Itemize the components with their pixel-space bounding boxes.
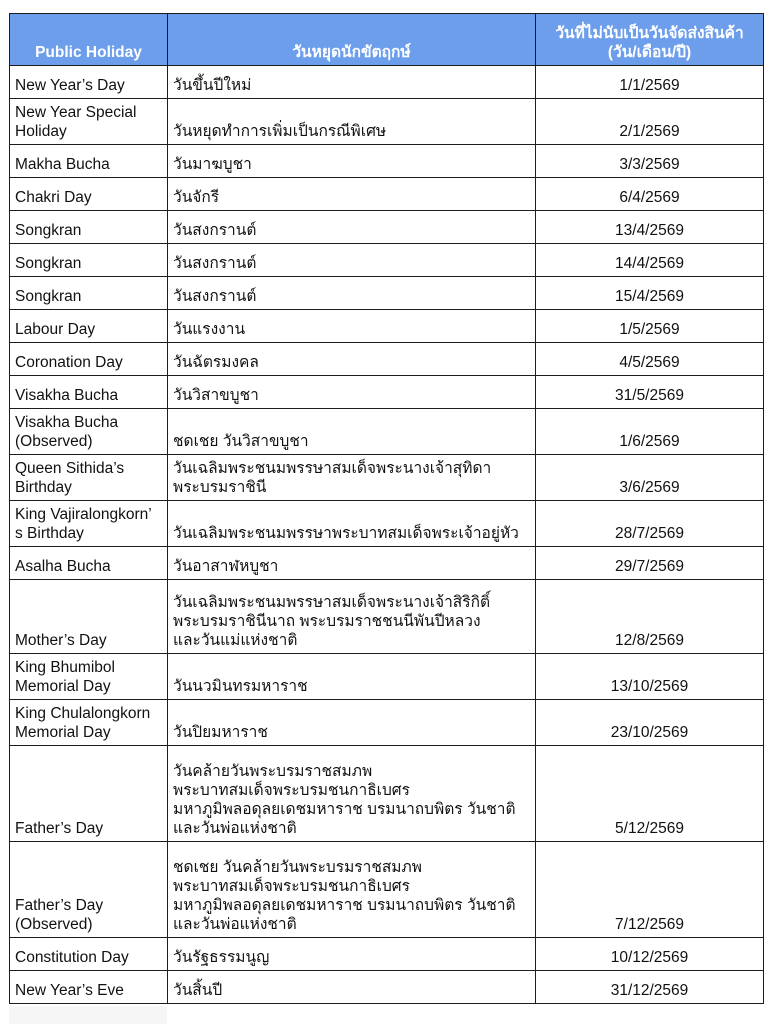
holiday-thai-name: [168, 842, 536, 938]
holiday-thai-name-line: วันสงกรานต์: [173, 222, 257, 239]
footer-gray-block: [9, 1006, 167, 1024]
holiday-english-name: [10, 501, 168, 547]
table-row: [10, 746, 764, 842]
holiday-date: 14/4/2569: [536, 244, 764, 277]
holiday-english-name: [10, 178, 168, 211]
holiday-english-name-line: King Chulalongkorn: [15, 705, 151, 722]
holiday-english-name-line: Memorial Day: [15, 724, 111, 741]
holiday-english-name-line: Visakha Bucha: [15, 414, 119, 431]
table-row: [10, 842, 764, 938]
holiday-english-name: [10, 842, 168, 938]
holiday-thai-name-line: วันฉัตรมงคล: [173, 354, 259, 371]
holiday-thai-name-line: วันสงกรานต์: [173, 288, 257, 305]
holiday-english-name: [10, 938, 168, 971]
holiday-date: 13/10/2569: [536, 654, 764, 700]
holiday-english-name-line: Songkran: [15, 255, 82, 272]
table-row: [10, 343, 764, 376]
holiday-date: 23/10/2569: [536, 700, 764, 746]
holiday-english-name: [10, 277, 168, 310]
holiday-thai-name-line: วันสิ้นปี: [173, 982, 223, 999]
holiday-english-name-line: Constitution Day: [15, 949, 129, 966]
holiday-thai-name: [168, 971, 536, 1004]
holiday-date: 29/7/2569: [536, 547, 764, 580]
table-row: [10, 178, 764, 211]
holiday-thai-name: [168, 700, 536, 746]
holiday-date: 7/12/2569: [536, 842, 764, 938]
holiday-date: 1/5/2569: [536, 310, 764, 343]
holiday-thai-name: [168, 547, 536, 580]
table-row: [10, 501, 764, 547]
holiday-thai-name: [168, 99, 536, 145]
holiday-thai-name-line: มหาภูมิพลอดุลยเดชมหาราช บรมนาถบพิตร วันชาติ: [173, 897, 516, 914]
holiday-english-name-line: Songkran: [15, 288, 82, 305]
holiday-thai-name-line: วันมาฆบูชา: [173, 156, 252, 173]
holiday-thai-name: [168, 501, 536, 547]
holiday-thai-name: [168, 310, 536, 343]
header-row: [10, 14, 764, 66]
holiday-english-name-line: Labour Day: [15, 321, 96, 338]
header-date-line1: วันที่ไม่นับเป็นวันจัดส่งสินค้า: [555, 25, 744, 42]
holiday-date: 4/5/2569: [536, 343, 764, 376]
holiday-thai-name-line: และวันแม่แห่งชาติ: [173, 632, 298, 649]
holiday-english-name: [10, 145, 168, 178]
holiday-date: 13/4/2569: [536, 211, 764, 244]
holiday-thai-name-line: วันนวมินทรมหาราช: [173, 678, 308, 695]
holiday-table: [9, 13, 764, 1004]
holiday-thai-name: [168, 746, 536, 842]
holiday-english-name-line: (Observed): [15, 433, 93, 450]
holiday-thai-name-line: วันเฉลิมพระชนมพรรษาสมเด็จพระนางเจ้าสุทิดา: [173, 460, 492, 477]
holiday-thai-name-line: พระบรมราชินีนาถ พระบรมราชชนนีพันปีหลวง: [173, 613, 481, 630]
header-public-holiday: Public Holiday: [10, 14, 168, 66]
header-non-delivery-date: [536, 14, 764, 66]
holiday-english-name-line: Songkran: [15, 222, 82, 239]
holiday-english-name: [10, 971, 168, 1004]
holiday-english-name-line: Father’s Day: [15, 897, 104, 914]
holiday-thai-name-line: วันเฉลิมพระชนมพรรษาพระบาทสมเด็จพระเจ้าอยู่หัว: [173, 525, 519, 542]
holiday-date: 6/4/2569: [536, 178, 764, 211]
holiday-thai-name-line: วันวิสาขบูชา: [173, 387, 259, 404]
holiday-date: 31/5/2569: [536, 376, 764, 409]
holiday-english-name-line: New Year’s Day: [15, 77, 125, 94]
holiday-english-name-line: Visakha Bucha: [15, 387, 119, 404]
holiday-thai-name-line: พระบรมราชินี: [173, 479, 267, 496]
holiday-english-name: [10, 99, 168, 145]
table-row: [10, 310, 764, 343]
holiday-english-name-line: New Year Special: [15, 104, 137, 121]
holiday-english-name-line: Coronation Day: [15, 354, 123, 371]
holiday-english-name-line: Memorial Day: [15, 678, 111, 695]
holiday-thai-name-line: และวันพ่อแห่งชาติ: [173, 916, 297, 933]
holiday-thai-name-line: วันขึ้นปีใหม่: [173, 77, 252, 94]
header-thai-holiday: วันหยุดนักขัตฤกษ์: [168, 14, 536, 66]
holiday-english-name: [10, 547, 168, 580]
holiday-thai-name: [168, 376, 536, 409]
table-row: [10, 409, 764, 455]
holiday-english-name-line: Father’s Day: [15, 820, 104, 837]
holiday-thai-name-line: วันรัฐธรรมนูญ: [173, 949, 270, 966]
holiday-thai-name-line: ชดเชย วันคล้ายวันพระบรมราชสมภพ: [173, 859, 422, 876]
table-row: [10, 145, 764, 178]
holiday-english-name-line: King Vajiralongkorn’: [15, 506, 152, 523]
holiday-thai-name: [168, 277, 536, 310]
header-date-line2: (วัน/เดือน/ปี): [607, 44, 692, 61]
holiday-thai-name: [168, 145, 536, 178]
holiday-english-name-line: Makha Bucha: [15, 156, 110, 173]
holiday-thai-name: [168, 343, 536, 376]
holiday-thai-name-line: วันแรงงาน: [173, 321, 246, 338]
holiday-english-name: [10, 455, 168, 501]
table-row: [10, 376, 764, 409]
holiday-english-name-line: Asalha Bucha: [15, 558, 111, 575]
holiday-thai-name-line: วันหยุดทำการเพิ่มเป็นกรณีพิเศษ: [173, 123, 387, 140]
table-row: [10, 211, 764, 244]
holiday-english-name: [10, 244, 168, 277]
holiday-thai-name: [168, 409, 536, 455]
holiday-english-name: [10, 343, 168, 376]
holiday-thai-name-line: และวันพ่อแห่งชาติ: [173, 820, 297, 837]
holiday-english-name-line: (Observed): [15, 916, 93, 933]
holiday-thai-name: [168, 178, 536, 211]
table-row: [10, 971, 764, 1004]
holiday-thai-name: [168, 211, 536, 244]
holiday-english-name-line: King Bhumibol: [15, 659, 115, 676]
holiday-thai-name-line: พระบาทสมเด็จพระบรมชนกาธิเบศร: [173, 782, 410, 799]
holiday-thai-name-line: ชดเชย วันวิสาขบูชา: [173, 433, 309, 450]
holiday-english-name-line: Chakri Day: [15, 189, 92, 206]
holiday-thai-name-line: วันอาสาฬหบูชา: [173, 558, 279, 575]
holiday-thai-name-line: วันปิยมหาราช: [173, 724, 268, 741]
holiday-english-name: [10, 211, 168, 244]
holiday-thai-name-line: วันจักรี: [173, 189, 220, 206]
table-row: [10, 547, 764, 580]
table-row: [10, 580, 764, 654]
holiday-thai-name-line: มหาภูมิพลอดุลยเดชมหาราช บรมนาถบพิตร วันชาติ: [173, 801, 516, 818]
holiday-english-name: [10, 580, 168, 654]
holiday-english-name-line: New Year’s Eve: [15, 982, 124, 999]
holiday-english-name-line: Queen Sithida’s: [15, 460, 125, 477]
holiday-english-name-line: Holiday: [15, 123, 67, 140]
holiday-thai-name: [168, 455, 536, 501]
holiday-thai-name: [168, 66, 536, 99]
holiday-date: 1/6/2569: [536, 409, 764, 455]
table-row: [10, 99, 764, 145]
holiday-english-name: [10, 409, 168, 455]
holiday-date: 31/12/2569: [536, 971, 764, 1004]
holiday-date: 12/8/2569: [536, 580, 764, 654]
holiday-thai-name: [168, 580, 536, 654]
holiday-thai-name-line: พระบาทสมเด็จพระบรมชนกาธิเบศร: [173, 878, 410, 895]
holiday-english-name: [10, 700, 168, 746]
table-row: [10, 277, 764, 310]
holiday-date: 15/4/2569: [536, 277, 764, 310]
holiday-date: 10/12/2569: [536, 938, 764, 971]
holiday-date: 28/7/2569: [536, 501, 764, 547]
holiday-thai-name-line: วันเฉลิมพระชนมพรรษาสมเด็จพระนางเจ้าสิริกิติ์: [173, 594, 491, 611]
holiday-thai-name: [168, 654, 536, 700]
holiday-english-name: [10, 66, 168, 99]
holiday-thai-name: [168, 938, 536, 971]
table-row: [10, 654, 764, 700]
holiday-english-name: [10, 746, 168, 842]
holiday-date: 3/3/2569: [536, 145, 764, 178]
holiday-english-name: [10, 376, 168, 409]
holiday-english-name: [10, 654, 168, 700]
holiday-thai-name-line: วันสงกรานต์: [173, 255, 257, 272]
holiday-english-name-line: s Birthday: [15, 525, 84, 542]
table-row: [10, 455, 764, 501]
table-row: [10, 244, 764, 277]
holiday-english-name: [10, 310, 168, 343]
table-row: [10, 700, 764, 746]
holiday-thai-name-line: วันคล้ายวันพระบรมราชสมภพ: [173, 763, 373, 780]
holiday-date: 3/6/2569: [536, 455, 764, 501]
holiday-english-name-line: Birthday: [15, 479, 72, 496]
holiday-date: 5/12/2569: [536, 746, 764, 842]
table-row: [10, 66, 764, 99]
holiday-date: 1/1/2569: [536, 66, 764, 99]
holiday-date: 2/1/2569: [536, 99, 764, 145]
table-row: [10, 938, 764, 971]
holiday-english-name-line: Mother’s Day: [15, 632, 107, 649]
holiday-thai-name: [168, 244, 536, 277]
